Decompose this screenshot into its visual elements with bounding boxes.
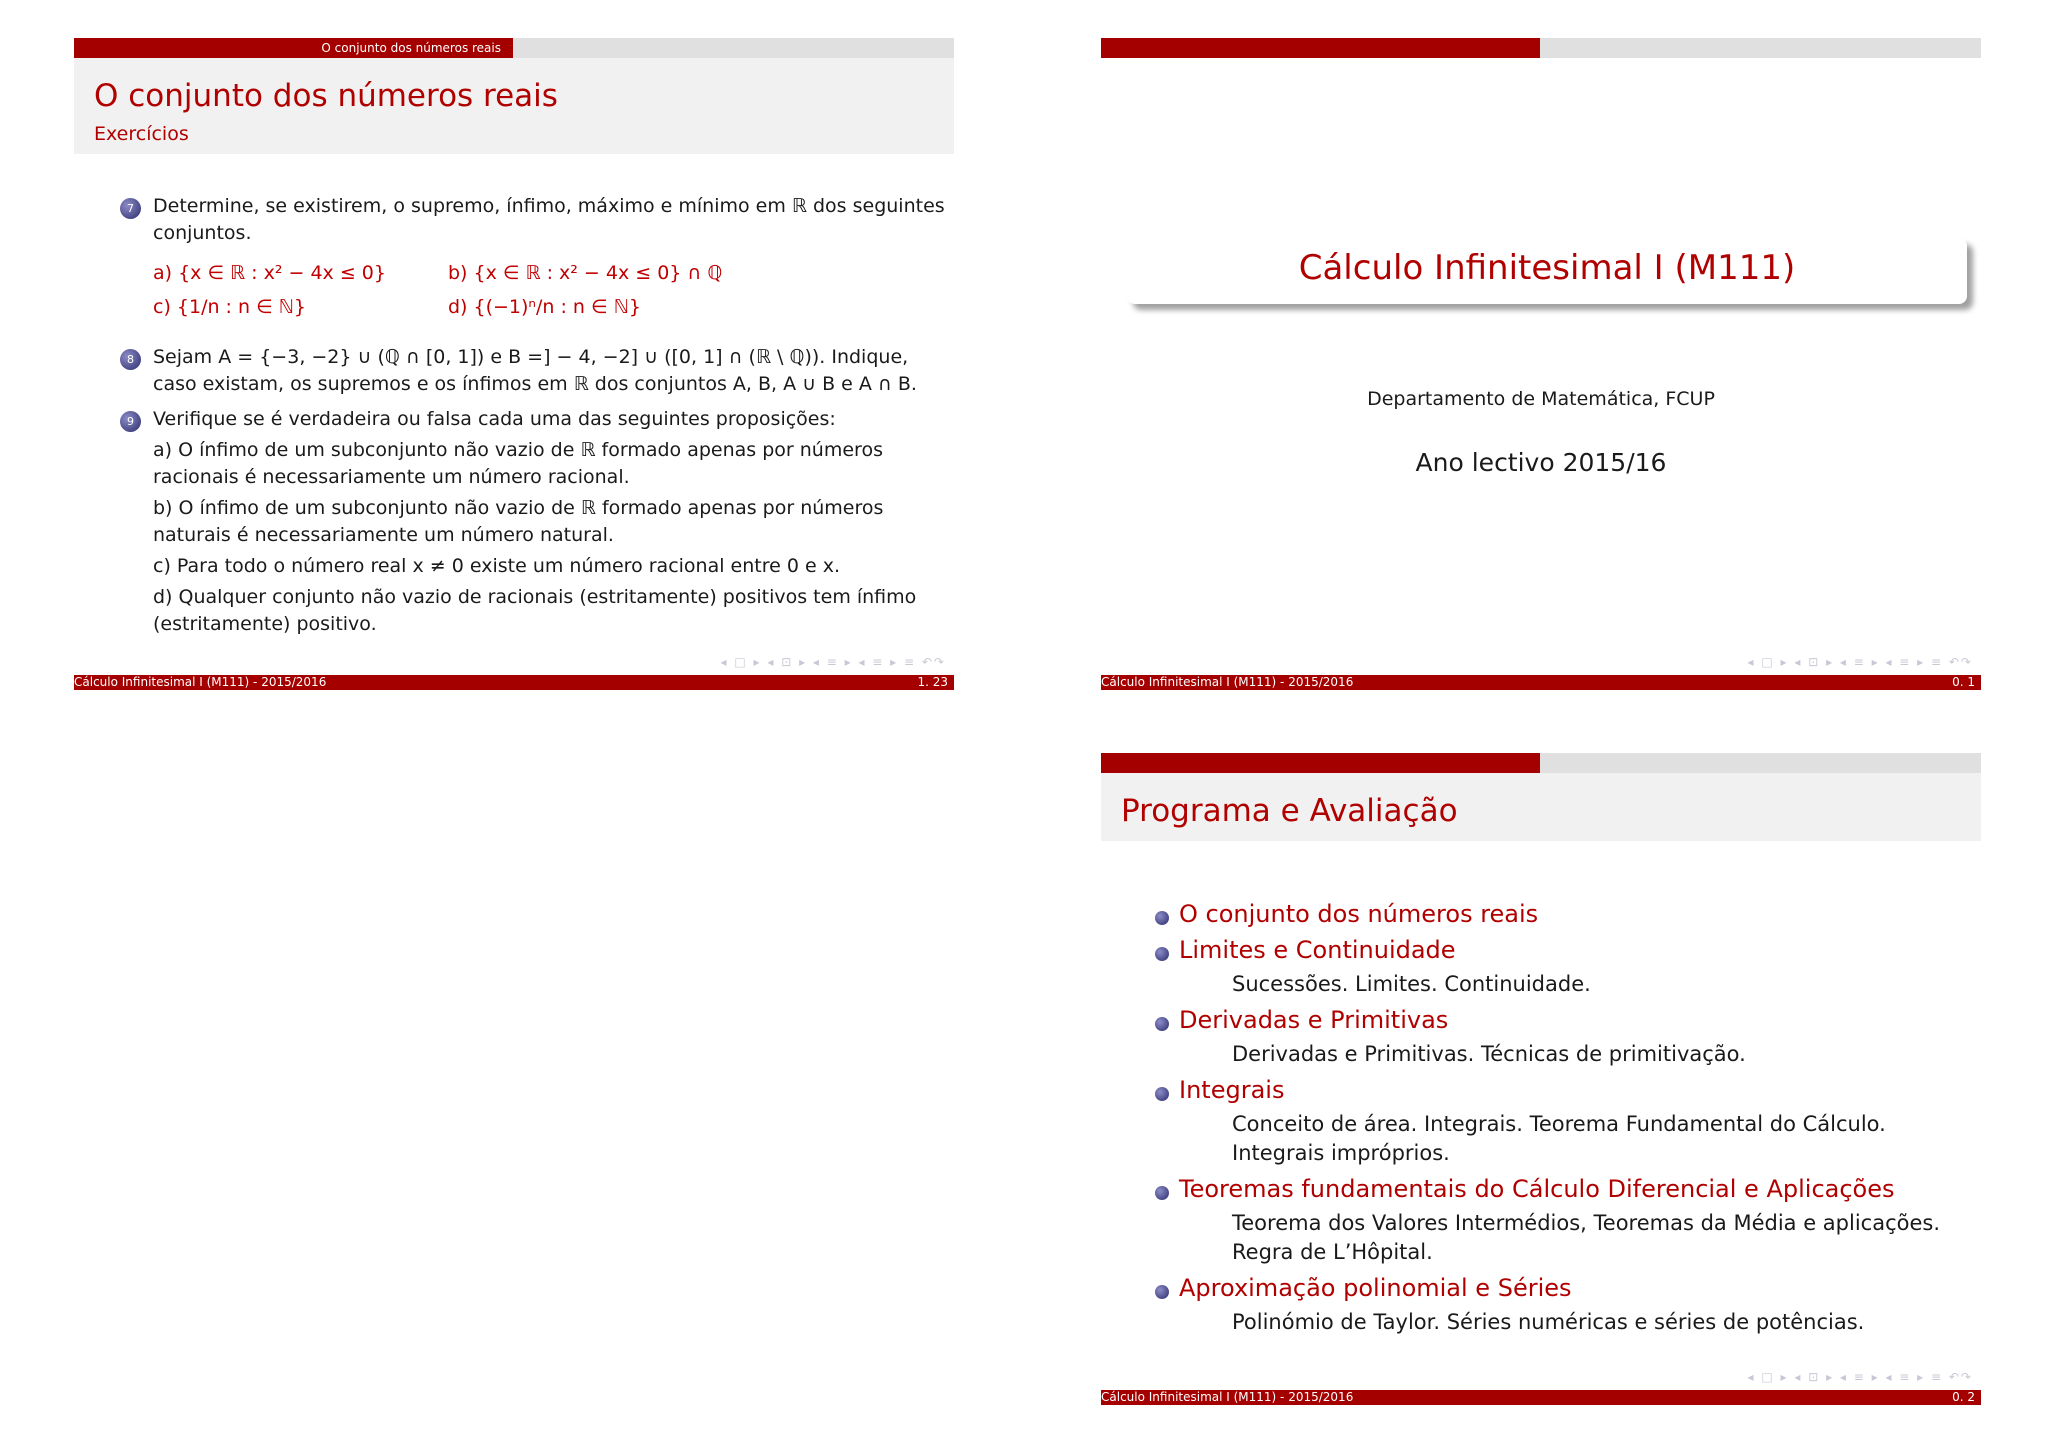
- list-item-detail: Polinómio de Taylor. Séries numéricas e séries de potências.: [1232, 1310, 1865, 1334]
- list-item-label: Aproximação polinomial e Séries: [1179, 1274, 1572, 1302]
- date: Ano lectivo 2015/16: [1415, 448, 1667, 477]
- exercise-7-line1: Determine, se existirem, o supremo, ínfimo, máximo e mínimo em ℝ dos seguintes: [153, 195, 945, 217]
- title-box: [1127, 238, 1967, 304]
- bullet: [1155, 1017, 1169, 1031]
- list-item-label: Teoremas fundamentais do Cálculo Diferencial e Aplicações: [1179, 1175, 1895, 1203]
- exercise-8-line1: Sejam A = {−3, −2} ∪ (ℚ ∩ [0, 1]) e B =] − 4, −2] ∪ ([0, 1] ∩ (ℝ \ ℚ)). Indique,: [153, 346, 909, 368]
- list-item-detail: Derivadas e Primitivas. Técnicas de primitivação.: [1232, 1042, 1746, 1066]
- exercise-7-line2: conjuntos.: [153, 222, 252, 244]
- list-item-detail: Conceito de área. Integrais. Teorema Fundamental do Cálculo.: [1232, 1112, 1886, 1136]
- set-b: b) {x ∈ ℝ : x² − 4x ≤ 0} ∩ ℚ: [448, 262, 723, 284]
- exercise-number-8: 8: [120, 349, 141, 370]
- slide-exercicios: [74, 38, 954, 690]
- exercise-9-d-line1: d) Qualquer conjunto não vazio de racionais (estritamente) positivos tem ínfimo: [153, 586, 917, 608]
- list-item-detail: Regra de L’Hôpital.: [1232, 1240, 1433, 1264]
- header-progress: [1101, 38, 1540, 58]
- exercise-7-item-c: [153, 294, 453, 321]
- footer-bar: [74, 675, 954, 690]
- section-header: O conjunto dos números reais: [74, 38, 513, 58]
- list-item-detail: Sucessões. Limites. Continuidade.: [1232, 972, 1591, 996]
- institute: Departamento de Matemática, FCUP: [1367, 388, 1715, 410]
- exercise-7-item-b: [448, 260, 848, 287]
- set-c: c) {1/n : n ∈ ℕ}: [153, 296, 306, 318]
- list-item-label: Derivadas e Primitivas: [1179, 1006, 1449, 1034]
- frame-title-block: [74, 58, 954, 154]
- bullet: [1155, 947, 1169, 961]
- footer-title: Cálculo Infinitesimal I (M111) - 2015/2016: [74, 675, 327, 689]
- exercise-7-item-a: [153, 260, 453, 287]
- exercise-7-item-d: [448, 294, 848, 321]
- slide-programa: [1101, 753, 1981, 1405]
- frame-title: Programa e Avaliação: [1121, 793, 1458, 829]
- presentation-title: Cálculo Infinitesimal I (M111): [1298, 248, 1796, 288]
- list-item-label: Integrais: [1179, 1076, 1285, 1104]
- exercise-9-c: c) Para todo o número real x ≠ 0 existe um número racional entre 0 e x.: [153, 555, 840, 577]
- exercise-number-7: 7: [120, 198, 141, 219]
- frame-title: O conjunto dos números reais: [94, 78, 558, 114]
- footer-bar: [1101, 675, 1981, 690]
- exercise-9-d-line2: (estritamente) positivo.: [153, 613, 377, 635]
- bullet: [1155, 911, 1169, 925]
- header-bar: [1101, 753, 1981, 773]
- list-item-detail: Teorema dos Valores Intermédios, Teoremas da Média e aplicações.: [1232, 1211, 1941, 1235]
- exercise-9-a-line1: a) O ínfimo de um subconjunto não vazio de ℝ formado apenas por números: [153, 439, 883, 461]
- exercise-9-intro: Verifique se é verdadeira ou falsa cada uma das seguintes proposições:: [153, 408, 836, 430]
- list-item-detail: Integrais impróprios.: [1232, 1141, 1450, 1165]
- beamer-navigation[interactable]: ◂ □ ▸ ◂ ⊡ ▸ ◂ ≡ ▸ ◂ ≡ ▸ ≡ ↶↷: [720, 655, 946, 669]
- page-number: 0. 1: [1952, 675, 1975, 689]
- header-bar: [74, 38, 954, 58]
- exercise-8-line2: caso existam, os supremos e os ínfimos em ℝ dos conjuntos A, B, A ∪ B e A ∩ B.: [153, 373, 917, 395]
- page-number: 1. 23: [917, 675, 948, 689]
- header-progress: [1101, 753, 1540, 773]
- beamer-navigation[interactable]: ◂ □ ▸ ◂ ⊡ ▸ ◂ ≡ ▸ ◂ ≡ ▸ ≡ ↶↷: [1747, 655, 1973, 669]
- set-a: a) {x ∈ ℝ : x² − 4x ≤ 0}: [153, 262, 386, 284]
- exercise-9-b-line2: naturais é necessariamente um número natural.: [153, 524, 614, 546]
- page-number: 0. 2: [1952, 1390, 1975, 1404]
- list-item-label: Limites e Continuidade: [1179, 936, 1456, 964]
- exercise-9-b-line1: b) O ínfimo de um subconjunto não vazio de ℝ formado apenas por números: [153, 497, 884, 519]
- list-item-label: O conjunto dos números reais: [1179, 900, 1539, 928]
- bullet: [1155, 1285, 1169, 1299]
- exercise-number-9: 9: [120, 411, 141, 432]
- footer-title: Cálculo Infinitesimal I (M111) - 2015/2016: [1101, 1390, 1354, 1404]
- footer-bar: [1101, 1390, 1981, 1405]
- header-bar: [1101, 38, 1981, 58]
- bullet: [1155, 1087, 1169, 1101]
- footer-title: Cálculo Infinitesimal I (M111) - 2015/2016: [1101, 675, 1354, 689]
- frame-title-block: [1101, 773, 1981, 841]
- bullet: [1155, 1186, 1169, 1200]
- set-d: d) {(−1)ⁿ/n : n ∈ ℕ}: [448, 296, 641, 318]
- frame-subtitle: Exercícios: [94, 123, 189, 145]
- slide-title-page: [1101, 38, 1981, 690]
- beamer-navigation[interactable]: ◂ □ ▸ ◂ ⊡ ▸ ◂ ≡ ▸ ◂ ≡ ▸ ≡ ↶↷: [1747, 1370, 1973, 1384]
- exercise-9-a-line2: racionais é necessariamente um número racional.: [153, 466, 630, 488]
